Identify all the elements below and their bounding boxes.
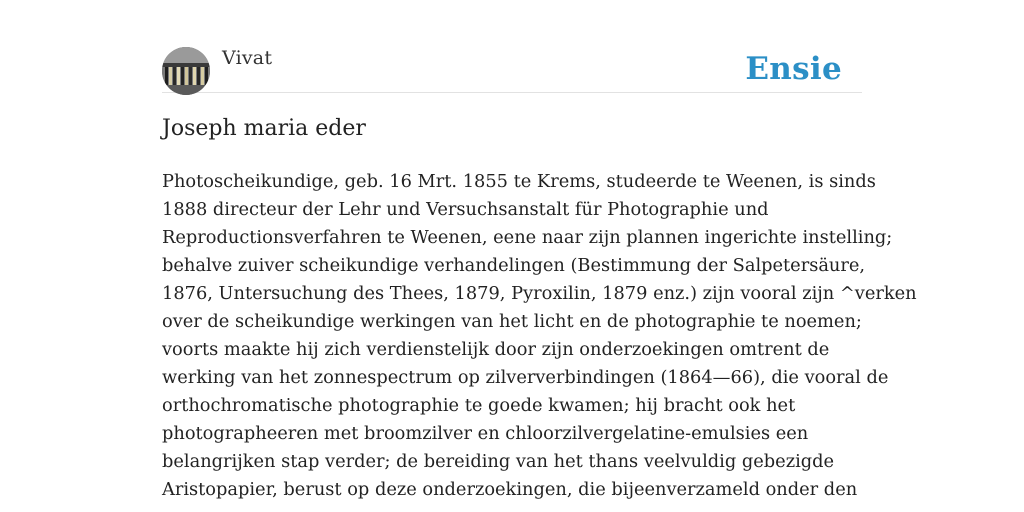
article-line: over de scheikundige werkingen van het licht en de photographie te noemen; <box>162 311 862 332</box>
article-line: behalve zuiver scheikundige verhandelingen (Bestimmung der Salpetersäure, <box>162 255 866 276</box>
article-line: 1888 directeur der Lehr und Versuchsanstalt für Photographie und <box>162 199 769 220</box>
article-line: photographeeren met broomzilver en chloorzilvergelatine-emulsies een <box>162 423 809 444</box>
article-line: 1876, Untersuchung des Thees, 1879, Pyroxilin, 1879 enz.) zijn vooral zijn ^verken <box>162 283 917 304</box>
article-line: Aristopapier, berust op deze onderzoekingen, die bijeenverzameld onder den <box>162 479 858 500</box>
article-line: belangrijken stap verder; de bereiding van het thans veelvuldig gebezigde <box>162 451 835 472</box>
brand-logo[interactable]: Ensie <box>745 51 842 87</box>
article-line: Photoscheikundige, geb. 16 Mrt. 1855 te Krems, studeerde te Weenen, is sinds <box>162 171 876 192</box>
bookshelf-avatar-icon[interactable] <box>162 47 210 95</box>
site-header <box>162 46 862 93</box>
article-line: Reproductionsverfahren te Weenen, eene naar zijn plannen ingerichte instelling; <box>162 227 893 248</box>
article-line: orthochromatische photographie te goede kwamen; hij bracht ook het <box>162 395 796 416</box>
author-name[interactable]: Vivat <box>222 47 273 69</box>
article-line: werking van het zonnespectrum op zilververbindingen (1864—66), die vooral de <box>162 367 889 388</box>
article-body <box>162 168 917 504</box>
article-line: voorts maakte hij zich verdienstelijk door zijn onderzoekingen omtrent de <box>162 339 830 360</box>
article-title: Joseph maria eder <box>162 116 366 141</box>
